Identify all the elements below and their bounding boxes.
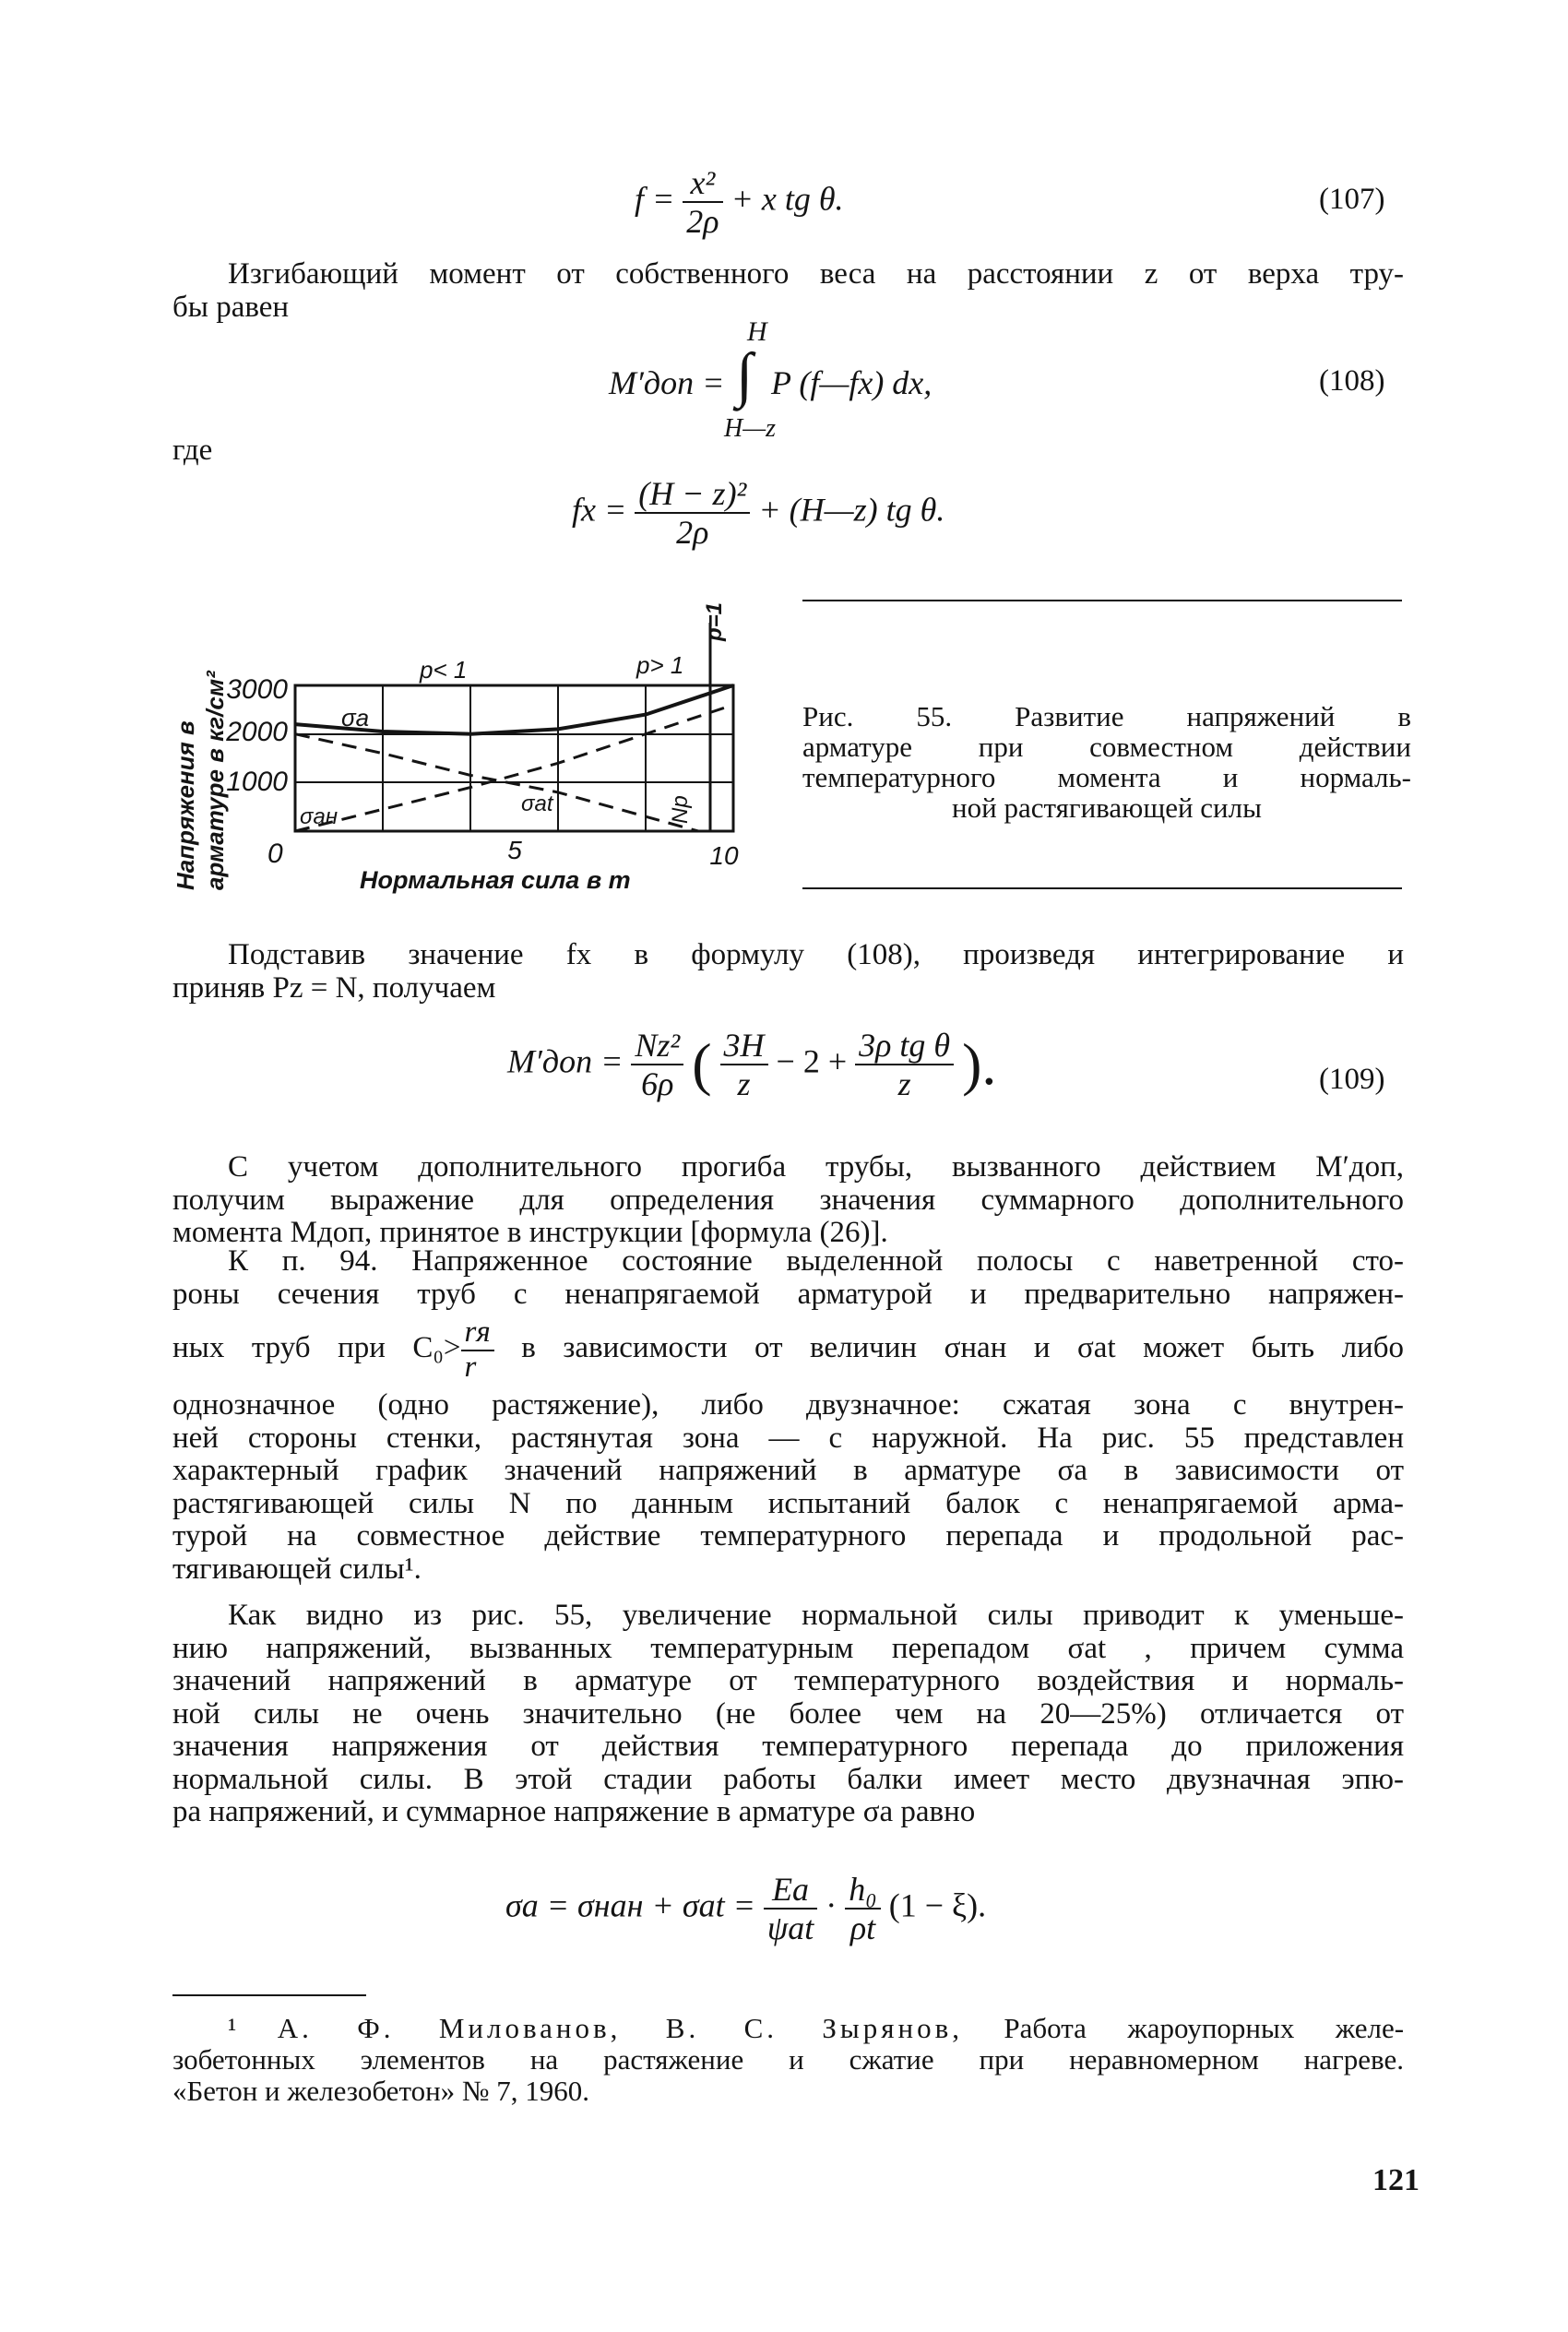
p4-line2: роны сечения труб с ненапрягаемой арматурой и предварительно напряжен- bbox=[172, 1277, 1404, 1311]
eq107-number: (107) bbox=[1319, 183, 1385, 216]
p3-line2: получим выражение для определения значения суммарного дополнительного bbox=[172, 1183, 1404, 1217]
p2-line1: Подставив значение fx в формулу (108), произведя интегрирование и bbox=[228, 938, 1404, 971]
equation-fx bbox=[572, 475, 944, 551]
eq108-lower: H—z bbox=[724, 414, 777, 443]
eq109-den2: z bbox=[737, 1065, 751, 1102]
label-np: Np bbox=[668, 795, 693, 824]
p2-line2: приняв Pz = N, получаем bbox=[172, 970, 496, 1005]
eq109-lhs: M′доп = bbox=[507, 1042, 624, 1080]
caption-line1: Рис. 55. Развитие напряжений в bbox=[802, 700, 1411, 732]
p4-line8: турой на совместное действие температурного перепада и продольной рас- bbox=[172, 1519, 1404, 1553]
figure-caption bbox=[802, 701, 1411, 823]
footnote-marker: ¹ bbox=[228, 2012, 237, 2044]
p4-fraction bbox=[461, 1316, 494, 1384]
equation-107 bbox=[635, 164, 844, 240]
eq109-number: (109) bbox=[1319, 1063, 1385, 1096]
footnote bbox=[172, 2013, 1404, 2107]
eqfx-lhs: fx = bbox=[572, 491, 627, 529]
eqfinal-num2: h₀ bbox=[845, 1871, 881, 1910]
where-word: где bbox=[172, 434, 213, 467]
eq109-den1: 6ρ bbox=[641, 1065, 674, 1102]
page-number: 121 bbox=[1372, 2163, 1420, 2197]
eq109-rparen: ). bbox=[962, 1031, 997, 1097]
eq109-frac1 bbox=[631, 1027, 683, 1102]
eq109-num2: 3H bbox=[720, 1027, 768, 1065]
y-axis-title-line1: Напряжения в bbox=[172, 720, 199, 890]
eq107-rest: + x tg θ. bbox=[731, 180, 844, 218]
eq108-integrand: P (f—fx) dx, bbox=[771, 364, 932, 401]
equation-sigma-a bbox=[505, 1871, 986, 1946]
caption-line2: арматуре при совместном действии bbox=[802, 731, 1411, 763]
p4-line7: растягивающей силы N по данным испытаний балок с ненапрягаемой арма- bbox=[172, 1486, 1404, 1520]
p4-line5: ней стороны стенки, растянутая зона — с наружной. На рис. 55 представлен bbox=[172, 1421, 1404, 1455]
eq107-fraction bbox=[683, 164, 722, 240]
eq109-mid: − 2 + bbox=[776, 1042, 848, 1080]
eqfinal-rest: (1 − ξ). bbox=[888, 1886, 987, 1924]
eq108-upper: H bbox=[747, 316, 767, 347]
eqfinal-frac1 bbox=[764, 1871, 817, 1946]
caption-line3: температурного момента и нормаль- bbox=[802, 761, 1411, 793]
eqfx-rest: + (H—z) tg θ. bbox=[758, 491, 945, 529]
eq109-den3: z bbox=[897, 1065, 911, 1102]
eqfinal-dot: · bbox=[826, 1886, 837, 1924]
p5-line1: Как видно из рис. 55, увеличение нормальной силы приводит к уменьше- bbox=[228, 1599, 1404, 1632]
p4-frac-den: r bbox=[464, 1350, 477, 1384]
p5-line7: ра напряжений, и суммарное напряжение в арматуре σa равно bbox=[172, 1795, 976, 1828]
xtick-10: 10 bbox=[709, 841, 739, 870]
p4-line6: характерный график значений напряжений в арматуре σa в зависимости от bbox=[172, 1454, 1404, 1487]
label-p-less-1: p< 1 bbox=[420, 656, 468, 684]
p1-line2: бы равен bbox=[172, 290, 290, 324]
ytick-0: 0 bbox=[267, 839, 283, 869]
caption-rule-top bbox=[802, 600, 1402, 601]
p5-line6: нормальной силы. В этой стадии работы балки имеет место двузначная эпю- bbox=[172, 1762, 1404, 1796]
footnote-authors: А. Ф. Милованов, В. С. Зырянов, bbox=[277, 2012, 963, 2044]
eq108-number: (108) bbox=[1319, 364, 1385, 398]
equation-109 bbox=[507, 1027, 996, 1102]
eq107-num: x² bbox=[683, 164, 722, 203]
p3-line1: С учетом дополнительного прогиба трубы, вызванного действием M′доп, bbox=[228, 1150, 1404, 1184]
eq109-num3: 3ρ tg θ bbox=[855, 1027, 954, 1065]
p4-line1: К п. 94. Напряженное состояние выделенной полосы с наветренной сто- bbox=[228, 1244, 1404, 1278]
figure-55-chart bbox=[157, 586, 756, 899]
paragraph-item-94 bbox=[172, 1245, 1404, 1586]
eqfinal-den1: ψat bbox=[766, 1910, 814, 1946]
eqfinal-frac2 bbox=[845, 1871, 881, 1946]
footnote-rule bbox=[172, 1994, 366, 1996]
footnote-line1 bbox=[172, 2013, 1404, 2044]
eqfx-num: (H − z)² bbox=[635, 475, 750, 514]
p5-line4: ной силы не очень значительно (не более чем на 20—25%) отличается от bbox=[172, 1696, 1404, 1731]
footnote-line1-rest: Работа жароупорных желе- bbox=[1004, 2012, 1405, 2044]
label-p-greater-1: p> 1 bbox=[636, 651, 684, 679]
label-sigma-a: σa bbox=[341, 704, 370, 732]
label-p-equals-1: p=1 bbox=[702, 601, 727, 641]
p5-line3: значений напряжений в арматуре от температурного воздействия и нормаль- bbox=[172, 1664, 1404, 1697]
eqfx-den: 2ρ bbox=[676, 514, 709, 551]
axis-labels bbox=[172, 602, 739, 894]
p3-line3: момента Mдоп, принятое в инструкции [формула (26)]. bbox=[172, 1216, 888, 1249]
paragraph-figure-discussion bbox=[172, 1600, 1404, 1829]
ytick-2000: 2000 bbox=[226, 717, 288, 747]
p5-line2: нию напряжений, вызванных температурным перепадом σat , причем сумма bbox=[172, 1631, 1404, 1665]
equation-108 bbox=[609, 314, 1070, 443]
p4-line9: тягивающей силы¹. bbox=[172, 1552, 422, 1586]
xtick-5: 5 bbox=[507, 836, 522, 864]
p5-line5: значения напряжения от действия температурного перепада до приложения bbox=[172, 1730, 1404, 1763]
eq109-frac2 bbox=[720, 1027, 768, 1102]
eq109-lparen: ( bbox=[692, 1031, 712, 1097]
label-sigma-ah: σaн bbox=[300, 804, 339, 829]
eq109-num1: Nz² bbox=[631, 1027, 683, 1065]
x-axis-title: Нормальная сила в т bbox=[360, 866, 631, 894]
p4-frac-num: rя bbox=[461, 1316, 494, 1351]
label-sigma-at: σat bbox=[521, 791, 553, 816]
eqfx-fraction bbox=[635, 475, 750, 551]
integral-sign: ∫ bbox=[736, 341, 754, 409]
p4-line4: однозначное (одно растяжение), либо двузначное: сжатая зона с внутрен- bbox=[172, 1388, 1404, 1422]
paragraph-additional-deflection bbox=[172, 1151, 1404, 1250]
eq109-frac3 bbox=[855, 1027, 954, 1102]
ytick-1000: 1000 bbox=[226, 767, 288, 797]
p4-line3a: ных труб при C₀> bbox=[172, 1331, 461, 1365]
p1-line1: Изгибающий момент от собственного веса на расстоянии z от верха тру- bbox=[228, 257, 1404, 291]
y-axis-title-line2: арматуре в кг/см² bbox=[201, 671, 229, 890]
ytick-3000: 3000 bbox=[226, 674, 288, 705]
eqfinal-num1: Ea bbox=[764, 1871, 817, 1910]
eq108-lhs: M′доп = bbox=[609, 364, 725, 401]
eq107-lhs: f = bbox=[635, 180, 675, 218]
caption-line4: ной растягивающей силы bbox=[952, 791, 1262, 824]
footnote-line3: «Бетон и железобетон» № 7, 1960. bbox=[172, 2075, 589, 2107]
eqfinal-lhs: σa = σнaн + σat = bbox=[505, 1886, 755, 1924]
eqfinal-den2: ρt bbox=[849, 1910, 876, 1946]
p4-line3b: в зависимости от величин σнaн и σat может быть либо bbox=[521, 1331, 1404, 1365]
eq107-den: 2ρ bbox=[686, 203, 719, 240]
paragraph-substitution bbox=[172, 939, 1404, 1005]
caption-rule-bottom bbox=[802, 887, 1402, 889]
p4-line3 bbox=[172, 1316, 1404, 1384]
footnote-line2: зобетонных элементов на растяжение и сжатие при неравномерном нагреве. bbox=[172, 2043, 1404, 2076]
